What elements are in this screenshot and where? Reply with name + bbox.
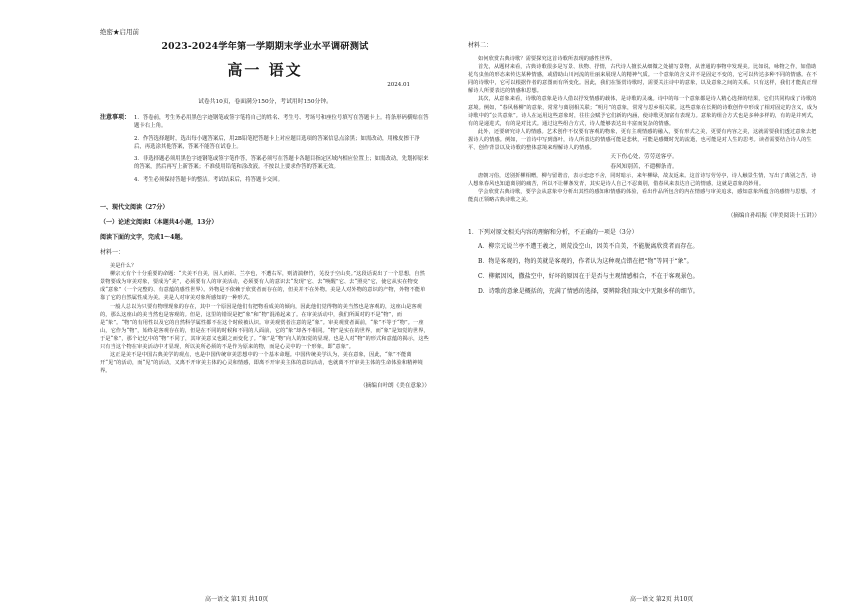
source-citation: （摘编自叶朗《美在意象》） — [360, 383, 430, 390]
note-item: 2．作答选择题时，选出每小题答案后，用2B铅笔把答题卡上对应题目选项的答案信息点涂黑；如需改动，用橡皮擦干净后，再选涂其他答案，答案不能答在试卷上。 — [134, 135, 420, 150]
body-paragraph: 这正是美不是中国古典美学的观点，也是中国传统审美思想中的一个基本命题。中国传统美学认为，美在意象，因此，“象”不能离开“见”的活动，而“见”的活动，又离不开审美主体的心灵和情感，即离不开审美主体的意识活动，也就离不开审美主体的生命体验和精神境界。 — [100, 352, 423, 375]
note-item: 3．非选择题必须用黑色字迹钢笔或签字笔作答，答案必须写在答题卡各题目指定区域内相应位置上；如需改动，先划掉原来的答案，然后再写上新答案；不准使用铅笔和涂改液。不按以上要求作答的答案无效。 — [134, 156, 429, 171]
option-b: B．物是客观的，物的美就是客观的，作者认为这种观点错在把“物”等同于“象”。 — [478, 257, 693, 265]
body-paragraph: 学会欣赏古典诗歌，要学会从意象中分析出其性的感知和情感的体验，看出作品所包含的内在情感与审美追求，感知意象所蕴含的感情与思想，才能真正领略古典诗歌之美。 — [468, 189, 817, 204]
confidential-mark: 绝密★启用前 — [100, 28, 139, 36]
reading-instruction: 阅读下面的文字，完成1～4题。 — [100, 234, 187, 242]
exam-date: 2024.01 — [387, 82, 410, 88]
source-citation: （摘编自孙绍振《审美阅读十五讲》） — [727, 212, 820, 219]
subject-title: 高一 语文 — [227, 61, 303, 79]
material-label: 材料一： — [100, 249, 125, 257]
material-label: 材料二： — [468, 42, 493, 49]
body-paragraph: 美是什么？ — [110, 263, 137, 270]
option-c: C．柳絮因风，撒盐空中，好坏的原因在于是否与主观情感相合，不在于客观景色。 — [478, 272, 699, 280]
exam-info: 试卷共10页，卷面满分150分，考试用时150分钟。 — [198, 99, 332, 105]
body-paragraph: 一般人总以为只要有物理现象的存在，其中一个原因是他们有把物看成美的倾向，因此他们觉得物的美当然也是客观的，这座山是客观的，那么这座山的美当然也是客观的。但是，这里的错误是把“象”和“物”混淆起来了。在审美活动中，我们所面对的不是“物”，而是“象”。“物”的有用性以及它的自然科学属性都不在这个时候被认识。审美观赏者注意的是“象”。审美观赏者面前，“象”不等于“物”。一座山，它作为“物”，始终是客观存在的，但是在不同的时候和不同的人面前，它的“象”却各不相同。“物”是实在的世界，而“象”是知觉的世界，于是“象”，那个记忆中的“物”不同了，其审美意义也跟之而变化了。“象”是“物”向人的知觉的显现，也是人对“物”的形式和意蕴的揭示，这些只有当这个物在审美活动中才显现，所以美所必须的不是作为原来的物，而是心灵中的一个形象，即“意象”。 — [100, 303, 429, 351]
notes-label: 注意事项： — [100, 114, 131, 121]
body-paragraph: 其次，从意象来看，诗歌的意象是诗人借以抒发情感的载体，是诗歌的灵魂。诗中的每一个意象都是诗人精心选择的结果，它们共同构成了诗歌的意境。例如，“春风杨柳”的意象，常常与离别相关联；“明月”的意象，常常与思乡相关联。这些意象在长期的诗歌创作中形成了相对固定的含义，成为诗歌中的“公共意象”。诗人在运用这些意象时，往往会赋予它们新的内涵，使诗歌更加富有表现力。意象的组合方式也是多种多样的，有的是并列式，有的是递进式，有的是对比式。通过这些组合方式，诗人能够表达出丰富而复杂的情感。 — [468, 96, 818, 127]
exam-title: 2023-2024学年第一学期期末学业水平调研测试 — [161, 41, 369, 52]
notes-block — [100, 114, 430, 188]
body-paragraph: 柳宗元有个十分重要的命题：“夫美不自美，因人而彰。兰亭也，不遭右军，则清湍修竹，芜没于空山矣。”这段话说出了一个思想，自然景物要成为审美对象，要成为“美”，必须要有人的审美活动，必须要有人的意识去“发现”它、去“唤醒”它、去“照亮”它，使它从实在物变成“意象”（一个完整的、有意蕴的感性世界）。外物是不依赖于欣赏者而存在的，但美并不在外物。美是人对外物的意识的产物，外物不能单靠了它的自然属性成为美。美是人对审美对象所感知的一种形式。 — [100, 271, 426, 302]
body-paragraph: 唐朝习俗，送别折柳相赠，柳与留谐音，表示恋恋不舍，同时暗示，来年柳绿，故友返来。这首诗写劳劳亭，诗人触景生情，写出了离别之苦，诗人想象春风也知道离别的痛苦，所以不让柳条发青，其实是诗人自己不忍离别，借春风来表达自己的情感，这就是意象的妙用。 — [468, 173, 817, 188]
body-paragraph: 首先，从题材来看，古典诗歌很多是写景、状物、抒情，古代诗人擅长从细微之处描写景物，从普通的事物中发现美。比如说，咏物之作，如借助花鸟虫鱼的形态来传达某种情感，或借助山川河流的壮丽来展现人的精神气质。一个意象的含义并不是固定不变的，它可以传达多种不同的情感。在不同的诗歌中，它可以根据作者的意图而有所变化。因此，我们在鉴赏诗歌时，需要关注诗中的意象，以及意象之间的关系。只有这样，我们才能真正理解诗人所要表达的情感和思想。 — [468, 64, 817, 95]
note-item: 4．考生必须保持答题卡的整洁。考试结束后，将答题卡交回。 — [134, 176, 283, 183]
page-right — [450, 0, 860, 609]
notes-list — [134, 114, 430, 188]
poem-line: 天下伤心处，劳劳送客亭。 — [610, 154, 678, 161]
option-a: A．柳宗元说兰亭不遭王羲之，则荒没空山，因美不自美，不能脱离欣赏者而存在。 — [478, 242, 699, 250]
section-heading: 一、现代文阅读（27分） — [100, 204, 169, 212]
page-footer: 高一语文 第2页 共10页 — [630, 596, 694, 603]
subsection-heading: （一）论述文阅读Ⅰ（本题共4小题，13分） — [100, 219, 218, 227]
note-item: 1．答卷前，考生务必用黑色字迹钢笔或签字笔将自己的姓名、考生号、考场号和座位号填写在答题卡上。将条形码横贴在答题卡右上角。 — [134, 115, 429, 130]
option-d: D．诗歌的意象是概括的，充满了情感的选择，要辨除我们取文中无限多样的细节。 — [478, 287, 699, 295]
page-footer: 高一语文 第1页 共10页 — [205, 596, 269, 603]
poem-line: 春风知别苦，不遣柳条青。 — [610, 163, 678, 170]
question-stem: 1．下列对原文相关内容的理解和分析，不正确的一项是（3分） — [468, 228, 638, 236]
body-paragraph: 此外，还要研究诗人的情感。艺术创作不仅要有客观的物象，更有主观情感的融入，要有形式之美，更要有内容之美，这就需要我们透过意象去把握诗人的情感。例如，一首诗中写到落叶，诗人所表达的情感可能是悲秋，可能是感慨时光的流逝，也可能是对人生的思考。读者需要结合诗人的生平、创作背景以及诗歌的整体意境来理解诗人的情感。 — [468, 128, 817, 152]
body-paragraph: 如何欣赏古典诗歌？需要探究这首诗歌所表现的感性世界。 — [478, 56, 616, 62]
